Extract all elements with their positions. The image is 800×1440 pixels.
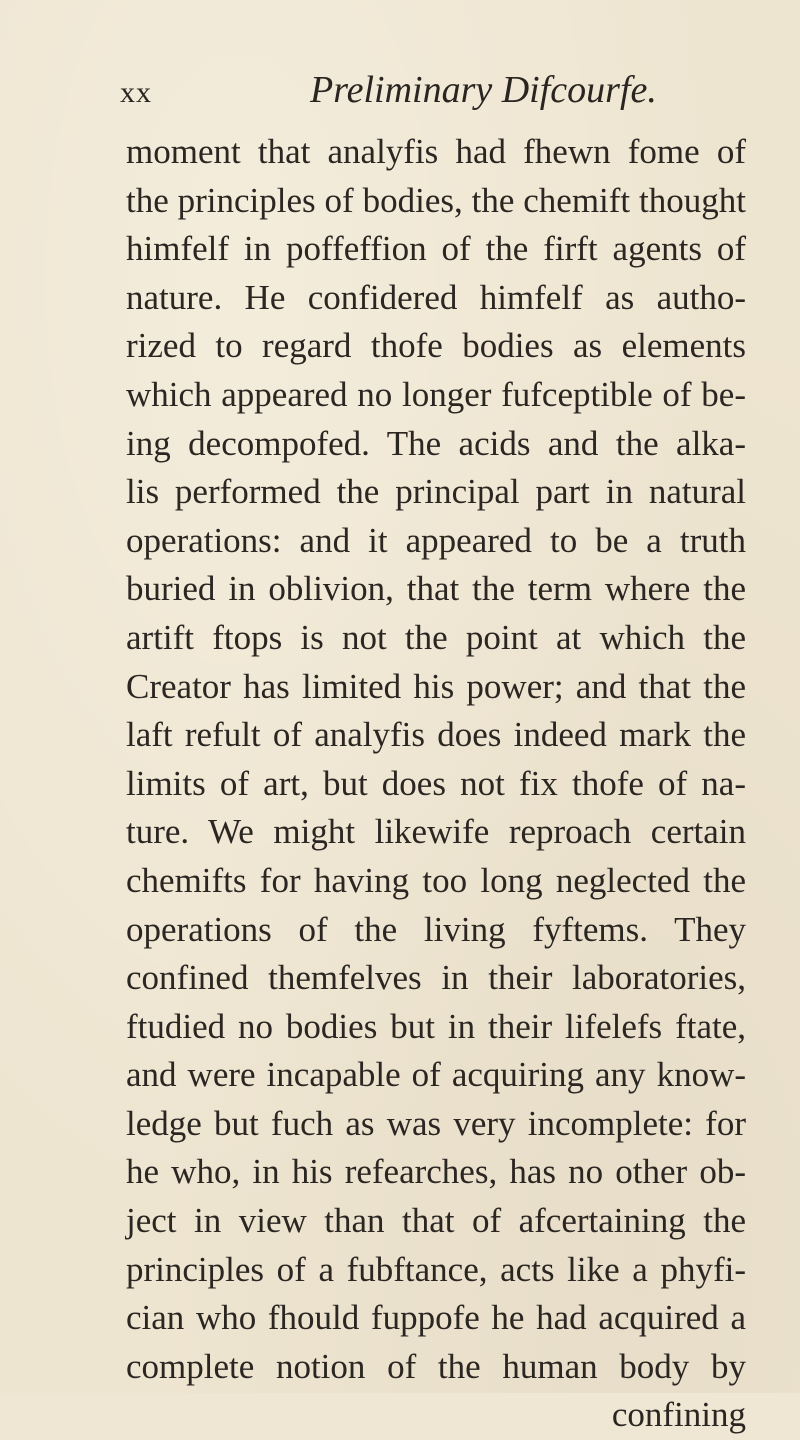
text-line: principles of a fubftance, acts like a phyfi- — [126, 1249, 746, 1289]
text-line: laft refult of analyfis does indeed mark the — [126, 715, 746, 755]
text-line: ledge but fuch as was very incomplete: for — [126, 1103, 746, 1143]
text-line: he who, in his refearches, has no other ob- — [126, 1152, 746, 1192]
page-header — [120, 68, 740, 118]
text-line: operations: and it appeared to be a truth — [126, 520, 746, 560]
text-line: ftudied no bodies but in their lifelefs ftate, — [126, 1006, 746, 1046]
text-line: limits of art, but does not fix thofe of na- — [126, 763, 746, 803]
running-head: Preliminary Difcourfe. — [310, 69, 657, 111]
catchword: confining — [611, 1395, 746, 1435]
text-line: cian who fhould fuppofe he had acquired a — [126, 1298, 746, 1338]
text-line: nature. He confidered himfelf as autho- — [126, 277, 746, 317]
text-line: Creator has limited his power; and that the — [126, 666, 746, 706]
text-line: rized to regard thofe bodies as elements — [126, 326, 746, 366]
text-line: artift ftops is not the point at which the — [126, 617, 746, 657]
text-line: operations of the living fyftems. They — [126, 909, 746, 949]
text-line: moment that analyfis had fhewn fome of — [126, 132, 746, 171]
text-line: confined themfelves in their laboratories, — [126, 958, 746, 998]
text-line: lis performed the principal part in natural — [126, 472, 746, 512]
text-line: the principles of bodies, the chemift thought — [126, 180, 746, 220]
text-line: which appeared no longer fufceptible of be- — [126, 374, 746, 414]
text-line: chemifts for having too long neglected the — [126, 860, 746, 900]
text-line: and were incapable of acquiring any know- — [126, 1055, 746, 1095]
page-number: xx — [120, 76, 152, 109]
text-line: ject in view than that of afcertaining the — [126, 1201, 746, 1241]
text-line: ture. We might likewife reproach certain — [126, 812, 746, 852]
body-text — [126, 128, 746, 1440]
text-line: buried in oblivion, that the term where the — [126, 569, 746, 609]
text-line: himfelf in poffeffion of the firft agents of — [126, 229, 746, 269]
text-line: ing decompofed. The acids and the alka- — [126, 423, 746, 463]
text-line: complete notion of the human body by — [126, 1346, 746, 1386]
